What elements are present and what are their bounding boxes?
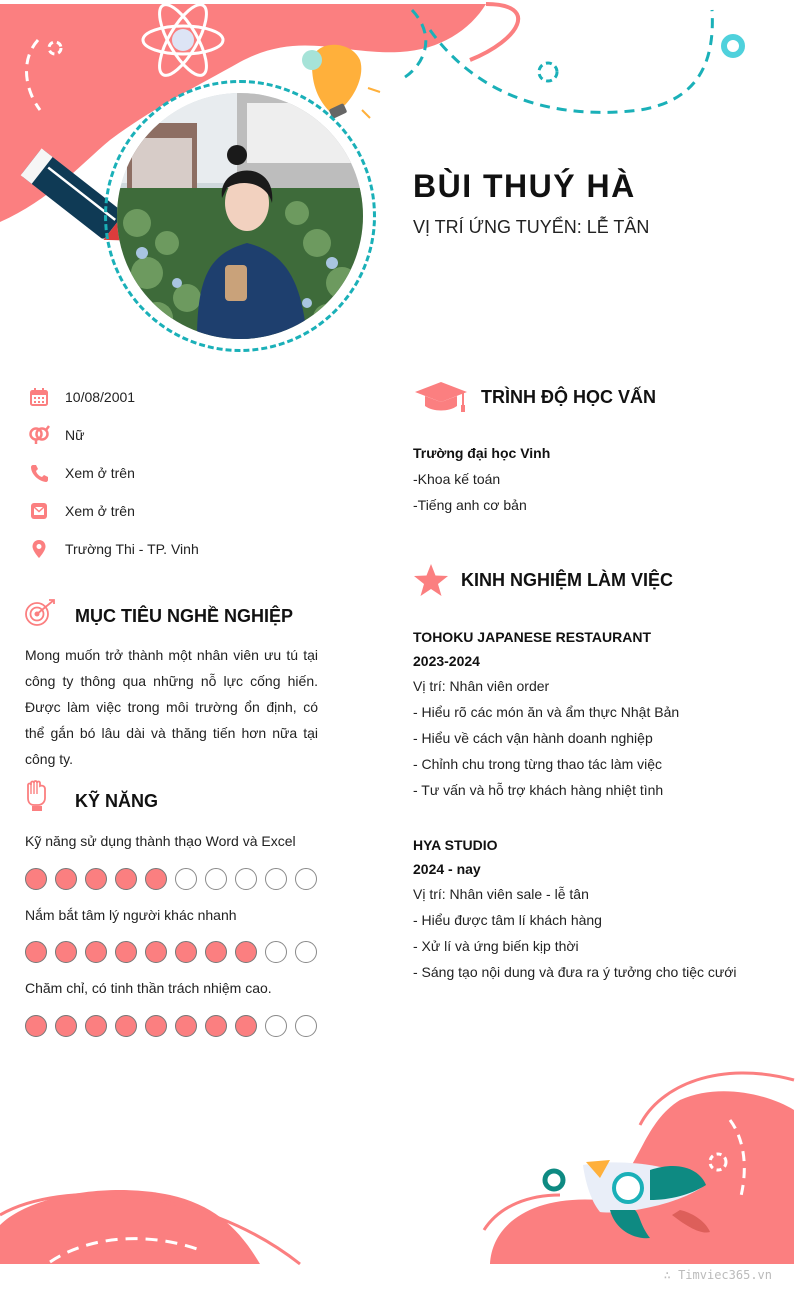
rating-dot-filled (235, 941, 257, 963)
rating-dot-filled (175, 1015, 197, 1037)
rating-dot-empty (205, 868, 227, 890)
email-text: Xem ở trên (65, 503, 135, 519)
objective-title: MỤC TIÊU NGHỀ NGHIỆP (75, 606, 294, 626)
rating-dot-filled (25, 1015, 47, 1037)
rating-dot-filled (115, 1015, 137, 1037)
education-title: TRÌNH ĐỘ HỌC VẤN (481, 387, 656, 407)
gender-icon (28, 424, 50, 446)
rating-dot-empty (295, 1015, 317, 1037)
birthdate-text: 10/08/2001 (65, 389, 136, 405)
rating-dot-empty (265, 868, 287, 890)
rating-dot-filled (175, 941, 197, 963)
applied-position: VỊ TRÍ ỨNG TUYỂN: LỄ TÂN (413, 217, 650, 237)
skill-label: Nắm bắt tâm lý người khác nhanh (25, 907, 237, 923)
rating-dot-filled (25, 868, 47, 890)
rating-dot-empty (265, 941, 287, 963)
school-name: Trường đại học Vinh (413, 445, 551, 461)
rating-dot-filled (205, 1015, 227, 1037)
calendar-icon (28, 386, 50, 408)
rating-dot-filled (145, 1015, 167, 1037)
contact-address (28, 537, 199, 561)
rating-dot-empty (295, 868, 317, 890)
email-icon (28, 500, 50, 522)
rating-dot-empty (295, 941, 317, 963)
phone-icon (28, 462, 50, 484)
job-role: Vị trí: Nhân viên order (413, 678, 550, 694)
rating-dot-filled (235, 1015, 257, 1037)
profile-photo (117, 93, 363, 339)
experience-title: KINH NGHIỆM LÀM VIỆC (461, 570, 674, 590)
skill-rating (25, 868, 317, 890)
rating-dot-filled (115, 868, 137, 890)
skill-rating (25, 1015, 317, 1037)
phone-text: Xem ở trên (65, 465, 135, 481)
star-icon (413, 563, 449, 597)
raised-fist-icon (25, 780, 49, 812)
objective-text: Mong muốn trở thành một nhân viên ưu tú tại công ty thông qua những nỗ lực cống hiến. Được làm việc trong môi trường ổn định, có thể gắn bó lâu dài và thăng tiến hơn nữa tại công ty. (25, 647, 318, 767)
rating-dot-filled (55, 868, 77, 890)
job-bullet: - Xử lí và ứng biến kịp thời (413, 938, 579, 954)
job-bullet: - Hiểu về cách vận hành doanh nghiệp (413, 730, 653, 746)
skill-rating (25, 941, 317, 963)
job-bullet: - Tư vấn và hỗ trợ khách hàng nhiệt tình (413, 782, 664, 798)
skills-title: KỸ NĂNG (75, 791, 159, 811)
education-line: -Khoa kế toán (413, 471, 501, 487)
job-company: TOHOKU JAPANESE RESTAURANT (413, 629, 652, 645)
job-bullet: - Sáng tạo nội dung và đưa ra ý tưởng cho tiệc cưới (413, 964, 737, 980)
job-role: Vị trí: Nhân viên sale - lễ tân (413, 886, 589, 902)
rating-dot-filled (115, 941, 137, 963)
target-icon (24, 598, 58, 628)
job-company: HYA STUDIO (413, 837, 498, 853)
job-bullet: - Chỉnh chu trong từng thao tác làm việc (413, 756, 663, 772)
rating-dot-filled (85, 1015, 107, 1037)
contact-birthdate (28, 385, 135, 409)
job-period: 2023-2024 (413, 653, 480, 669)
rating-dot-empty (235, 868, 257, 890)
rating-dot-filled (55, 1015, 77, 1037)
contact-phone (28, 461, 135, 485)
job-bullet: - Hiểu rõ các món ăn và ẩm thực Nhật Bản (413, 704, 680, 720)
rating-dot-empty (175, 868, 197, 890)
job-bullet: - Hiểu được tâm lí khách hàng (413, 912, 602, 928)
candidate-name: BÙI THUÝ HÀ (413, 168, 636, 204)
rating-dot-filled (85, 941, 107, 963)
rating-dot-filled (25, 941, 47, 963)
job-period: 2024 - nay (413, 861, 481, 877)
contact-gender (28, 423, 84, 447)
location-pin-icon (28, 538, 50, 560)
rating-dot-empty (265, 1015, 287, 1037)
skill-label: Kỹ năng sử dụng thành thạo Word và Excel (25, 833, 296, 849)
graduation-cap-icon (413, 380, 469, 414)
rating-dot-filled (205, 941, 227, 963)
rating-dot-filled (85, 868, 107, 890)
watermark: ∴ Timviec365.vn (663, 1268, 772, 1282)
education-line: -Tiếng anh cơ bản (413, 497, 527, 513)
rating-dot-filled (145, 868, 167, 890)
rating-dot-filled (145, 941, 167, 963)
contact-email (28, 499, 135, 523)
gender-text: Nữ (65, 427, 85, 443)
rating-dot-filled (55, 941, 77, 963)
skill-label: Chăm chỉ, có tinh thần trách nhiệm cao. (25, 980, 272, 996)
address-text: Trường Thi - TP. Vinh (65, 541, 199, 557)
